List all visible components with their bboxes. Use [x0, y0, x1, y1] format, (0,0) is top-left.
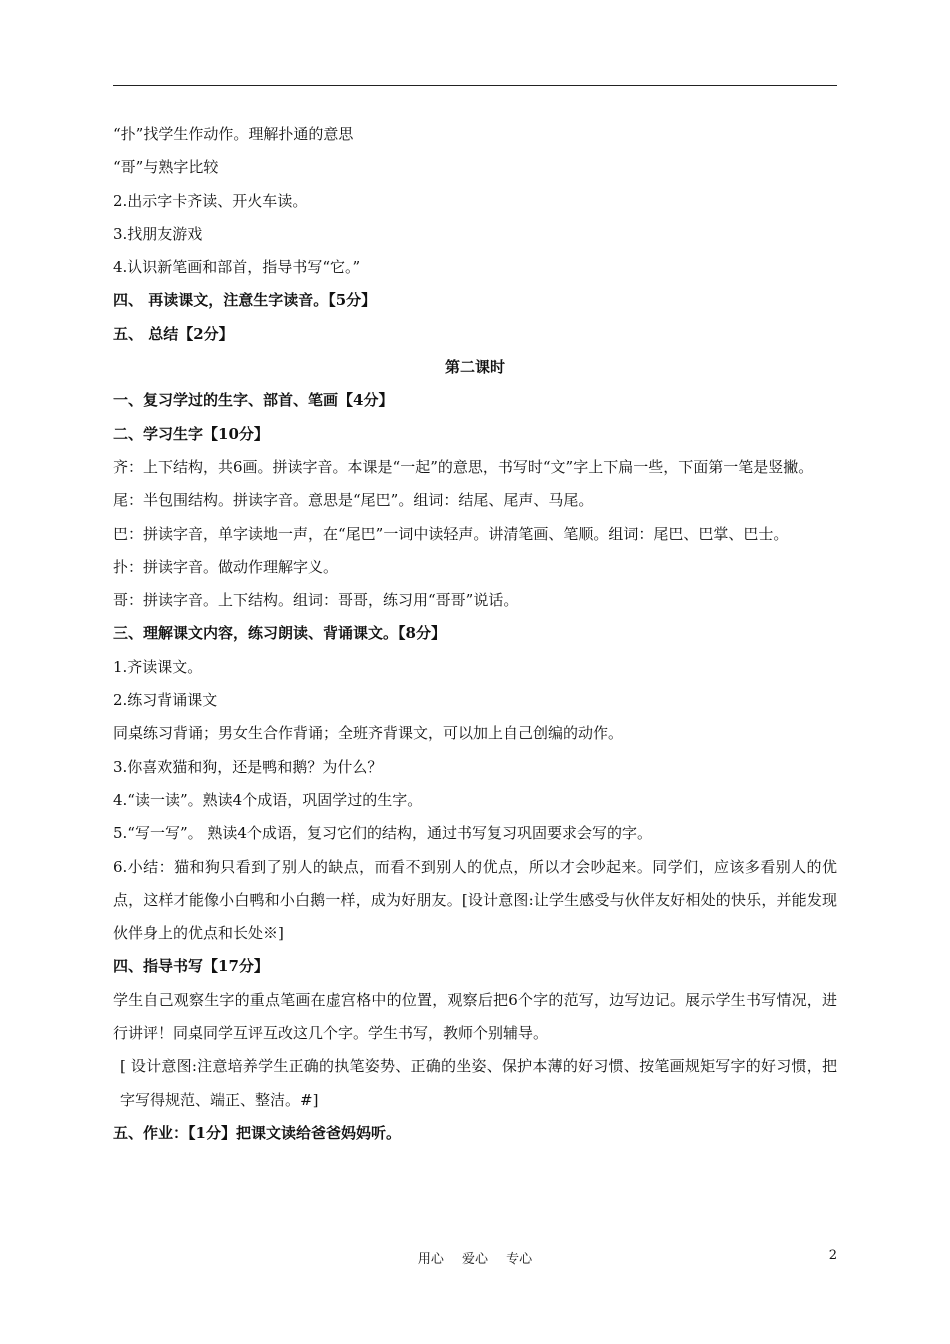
section-heading: 三、理解课文内容，练习朗读、背诵课文。【8分】 — [113, 624, 446, 643]
paragraph: 齐：上下结构，共6画。拼读字音。本课是“一起”的意思，书写时“文”字上下扁一些，下面第一笔是竖撇。 — [113, 457, 814, 476]
text-line: 巴：拼读字音，单字读地一声，在“尾巴”一词中读轻声。讲清笔画、笔顺。组词：尾巴、巴掌、巴士。 — [113, 524, 789, 543]
text-line: 4.认识新笔画和部首，指导书写“它。” — [113, 258, 361, 277]
header-rule — [113, 85, 837, 86]
text-line: 1.齐读课文。 — [113, 657, 203, 676]
section-heading: 四、 再读课文，注意生字读音。【5分】 — [113, 291, 377, 310]
text-line: 2.练习背诵课文 — [113, 691, 218, 710]
section-heading: 五、作业：【1分】把课文读给爸爸妈妈听。 — [113, 1123, 401, 1142]
text-line: 5.“写一写”。 熟读4个成语，复习它们的结构，通过书写复习巩固要求会写的字。 — [113, 824, 652, 843]
lesson-title: 第二课时 — [444, 358, 505, 377]
text-line: 2.出示字卡齐读、开火车读。 — [113, 191, 308, 210]
text-line: 3.你喜欢猫和狗，还是鸭和鹅？为什么？ — [113, 757, 383, 776]
text-line: 同桌练习背诵；男女生合作背诵；全班齐背课文，可以加上自己创编的动作。 — [113, 724, 624, 743]
text-line: 4.“读一读”。熟读4个成语，巩固学过的生字。 — [113, 790, 423, 809]
paragraph: 6.小结：猫和狗只看到了别人的缺点，而看不到别人的优点，所以才会吵起来。同学们，应该多看别人的优点，这样才能像小白鸭和小白鹅一样，成为好朋友。[设计意图:让学生感受与伙伴友好相处的快乐，并能发现伙伴身上的优点和长处※] — [113, 857, 837, 943]
text-line: 3.找朋友游戏 — [113, 224, 203, 243]
text-line: 哥：拼读字音。上下结构。组词：哥哥，练习用“哥哥”说话。 — [113, 591, 519, 610]
section-heading: 四、指导书写【17分】 — [113, 957, 269, 976]
text-line: “哥”与熟字比较 — [113, 158, 219, 177]
document-body — [113, 118, 837, 1150]
page-number: 2 — [828, 1248, 837, 1263]
paragraph: 学生自己观察生字的重点笔画在虚宫格中的位置，观察后把6个字的范写，边写边记。展示学生书写情况，进行讲评！同桌同学互评互改这几个字。学生书写，教师个别辅导。 — [113, 990, 837, 1043]
text-line: 扑：拼读字音。做动作理解字义。 — [113, 557, 339, 576]
text-line: “扑”找学生作动作。理解扑通的意思 — [113, 125, 354, 143]
section-heading: 五、 总结【2分】 — [113, 324, 234, 343]
footer-motto: 用心 爱心 专心 — [417, 1252, 533, 1267]
text-line: 尾：半包围结构。拼读字音。意思是“尾巴”。组词：结尾、尾声、马尾。 — [113, 491, 594, 510]
paragraph: [ 设计意图:注意培养学生正确的执笔姿势、正确的坐姿、保护本薄的好习惯、按笔画规矩写字的好习惯，把字写得规范、端正、整洁。#] — [120, 1057, 837, 1109]
section-heading: 二、学习生字【10分】 — [113, 424, 269, 443]
section-heading: 一、复习学过的生字、部首、笔画【4分】 — [113, 391, 394, 410]
